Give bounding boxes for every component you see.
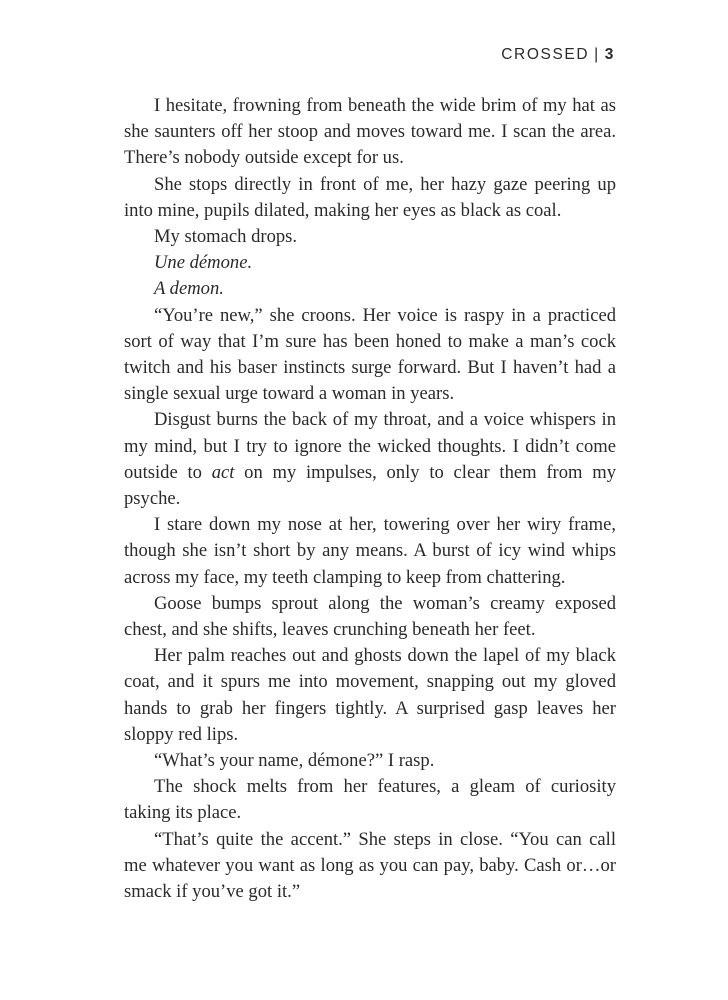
paragraph xyxy=(124,250,616,276)
text-run: “That’s quite the accent.” She steps in close. “You can call me whatever you want as long as you can pay, baby. Cash or…or smack if you’ve got it.” xyxy=(124,828,616,903)
paragraph xyxy=(124,172,616,224)
text-run: Her palm reaches out and ghosts down the lapel of my black coat, and it spurs me into movement, snapping out my gloved hands to grab her fingers tightly. A surprised gasp leaves her sloppy red lips. xyxy=(124,645,616,745)
text-run: I hesitate, frowning from beneath the wide brim of my hat as she saunters off her stoop and moves toward me. I scan the area. There’s nobody outside except for us. xyxy=(124,95,616,169)
italic-text: act xyxy=(211,461,235,483)
text-run: “What’s your name, démone?” I rasp. xyxy=(154,750,435,772)
italic-text: A demon. xyxy=(154,278,224,300)
text-run: “You’re new,” she croons. Her voice is raspy in a practiced sort of way that I’m sure has been honed to make a man’s cock twitch and his baser instincts surge forward. But I haven’t had a single sexual urge toward a woman in years. xyxy=(124,304,616,405)
paragraph xyxy=(124,512,616,591)
text-run: My stomach drops. xyxy=(154,226,298,248)
italic-text: Une démone. xyxy=(154,252,253,274)
paragraph xyxy=(124,303,616,408)
paragraph xyxy=(124,748,616,774)
text-run: I stare down my nose at her, towering over her wiry frame, though she isn’t short by any means. A burst of icy wind whips across my face, my teeth clamping to keep from chattering. xyxy=(124,514,616,588)
text-run: She stops directly in front of me, her hazy gaze peering up into mine, pupils dilated, making her eyes as black as coal. xyxy=(124,173,616,221)
paragraph xyxy=(124,93,616,172)
book-title: CROSSED xyxy=(501,46,590,63)
text-run: Disgust burns the back of my throat, and a voice whispers in my mind, but I try to ignore the wicked thoughts. I didn’t come outside to xyxy=(124,409,616,483)
paragraph xyxy=(124,276,616,302)
paragraph xyxy=(124,774,616,826)
text-run: on my impulses, only to clear them from my psyche. xyxy=(124,461,616,510)
paragraph xyxy=(124,224,616,250)
paragraph xyxy=(124,407,616,512)
paragraph xyxy=(124,591,616,643)
paragraph xyxy=(124,643,616,748)
body-text xyxy=(124,93,616,905)
running-head xyxy=(501,46,615,64)
text-run: The shock melts from her features, a gleam of curiosity taking its place. xyxy=(124,776,616,824)
text-run: Goose bumps sprout along the woman’s creamy exposed chest, and she shifts, leaves crunching beneath her feet. xyxy=(124,592,616,641)
header-separator: | xyxy=(594,46,600,63)
page-number: 3 xyxy=(604,46,615,63)
paragraph xyxy=(124,827,616,906)
